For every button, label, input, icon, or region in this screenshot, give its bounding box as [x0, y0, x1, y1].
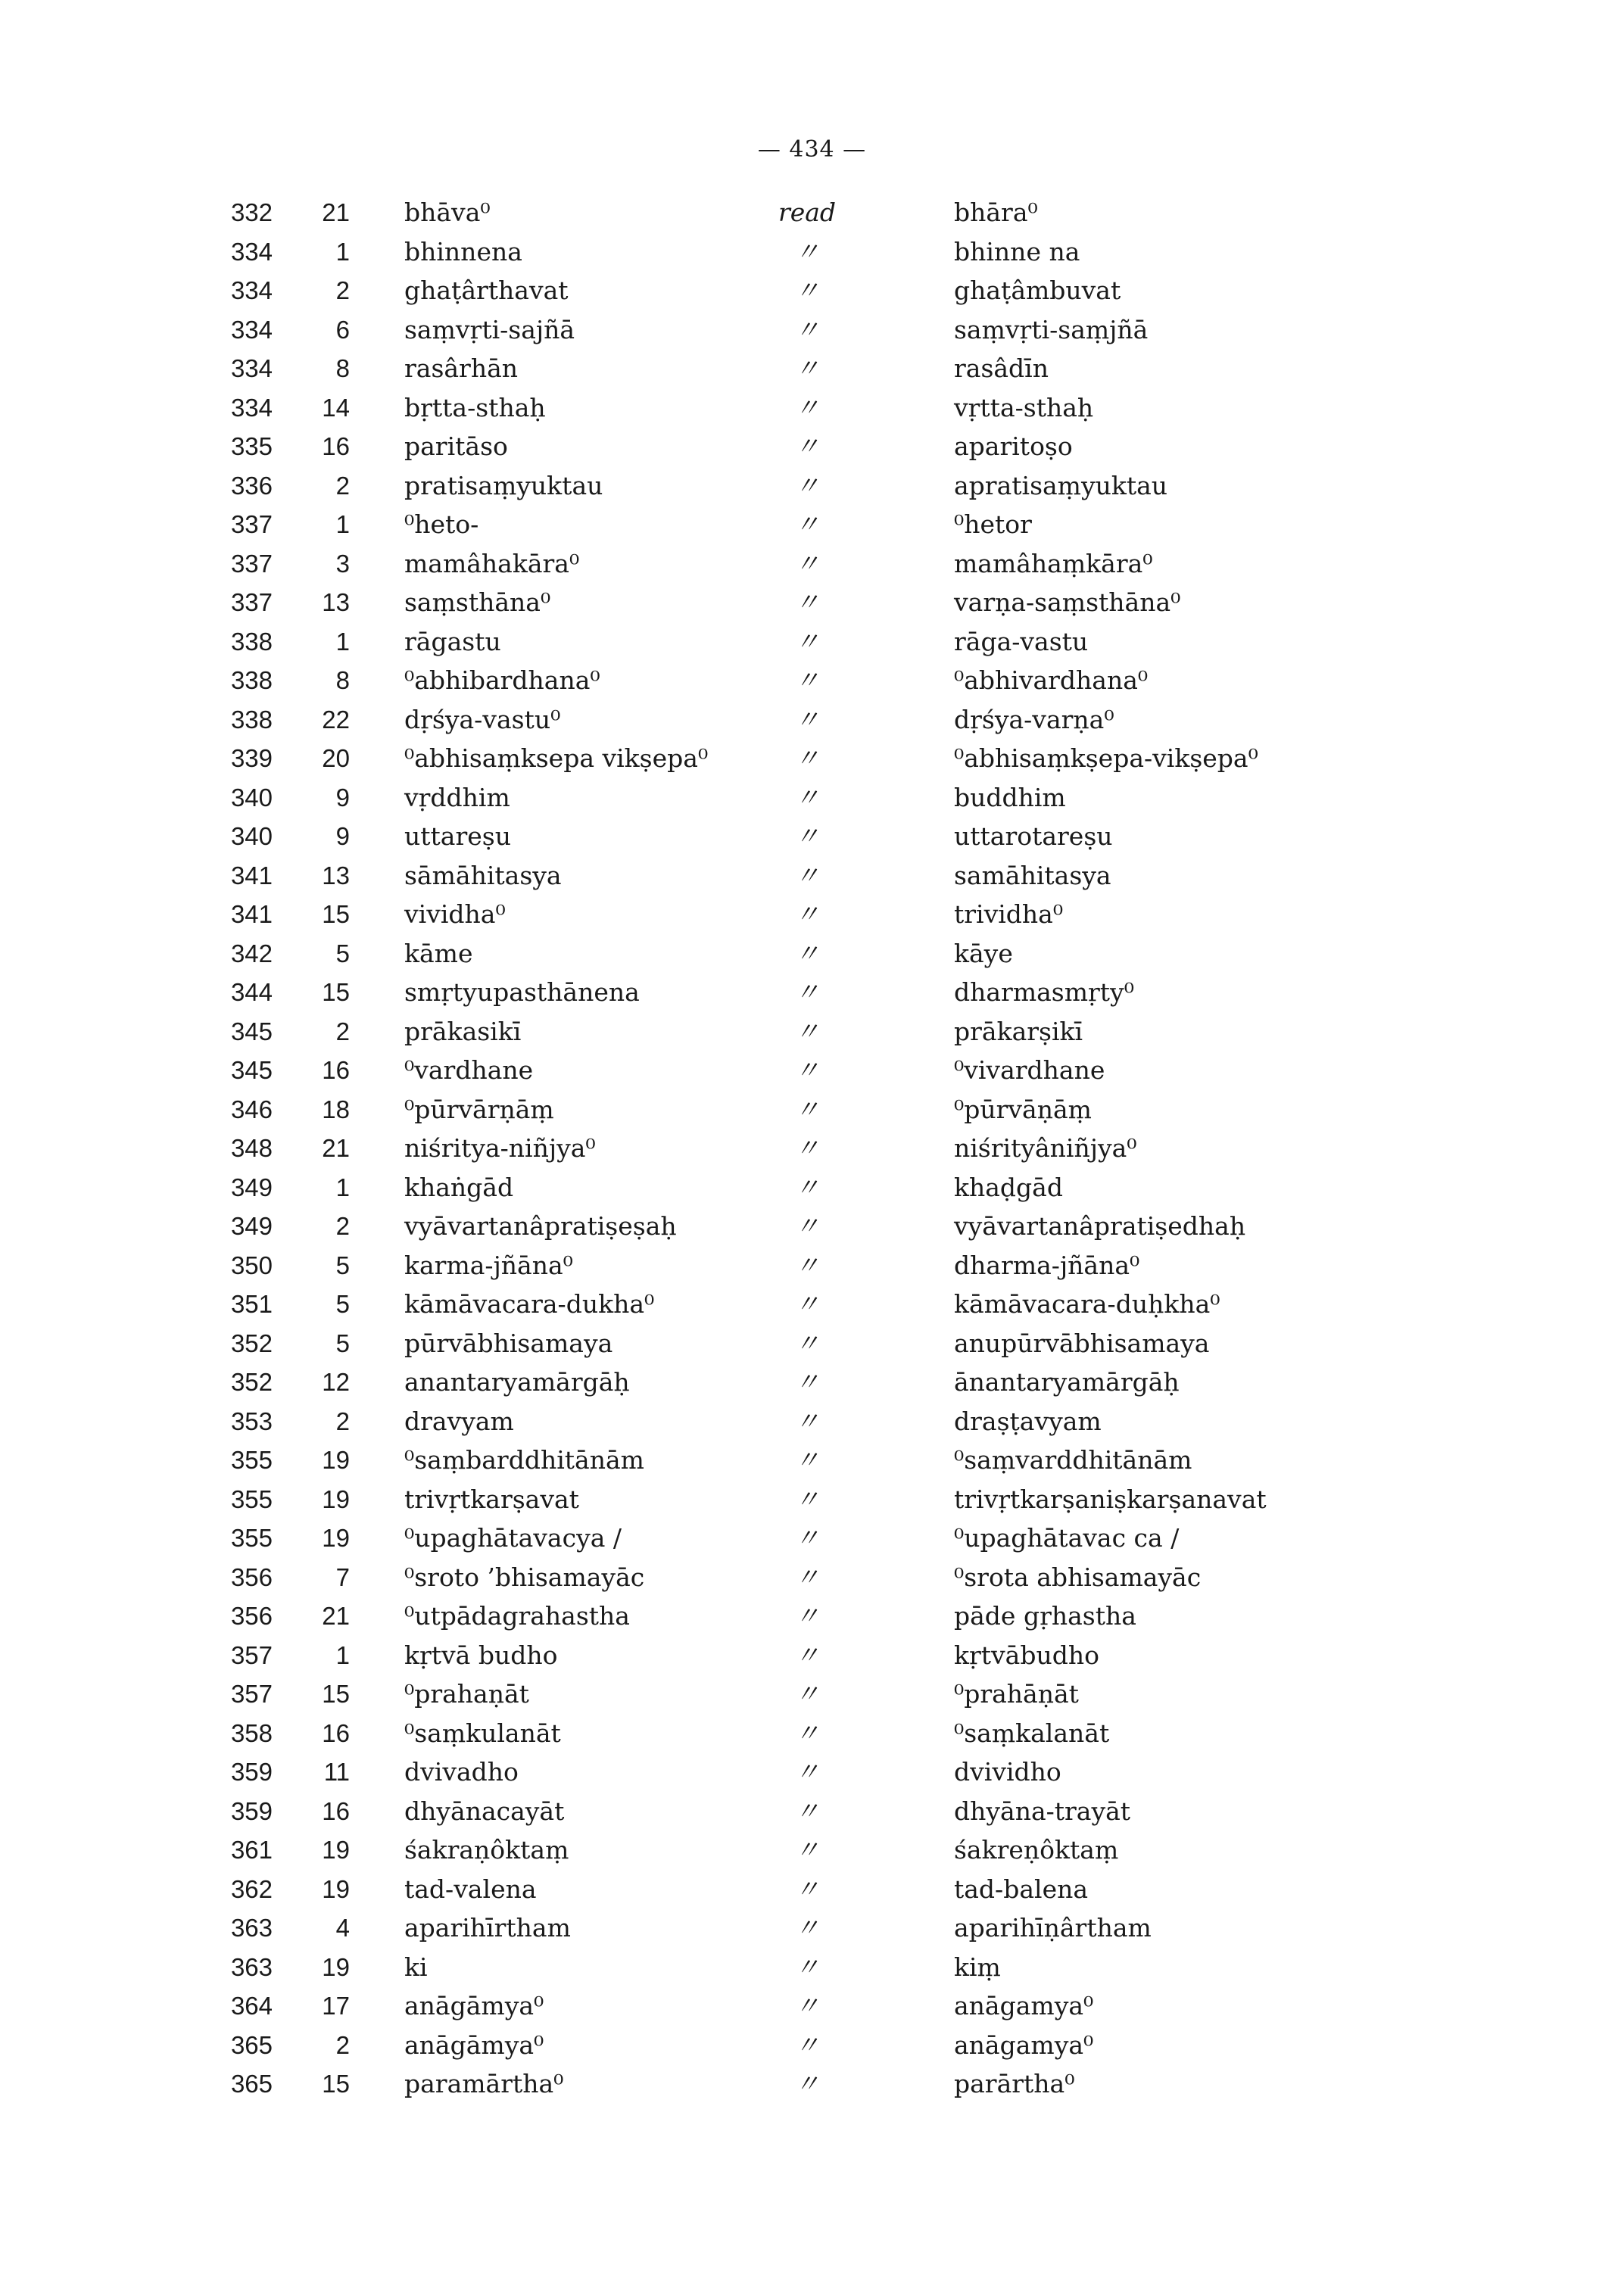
correct-reading: dharmasmṛty⁰	[954, 977, 1134, 1007]
page-ref: 363	[230, 1952, 273, 1981]
correct-reading: dhyāna-trayāt	[954, 1796, 1131, 1826]
page-ref: 342	[230, 939, 273, 967]
incorrect-reading: vṛddhim	[404, 782, 510, 812]
errata-row	[0, 1207, 1624, 1246]
correct-reading: ⁰upaghātavac ca /	[954, 1523, 1180, 1553]
line-ref: 2	[335, 471, 350, 500]
page-ref: 334	[230, 276, 273, 304]
errata-row	[0, 1558, 1624, 1597]
line-ref: 16	[322, 1056, 350, 1084]
errata-row	[0, 1168, 1624, 1207]
ditto-mark: 〃	[794, 1913, 820, 1943]
page-ref: 352	[230, 1368, 273, 1396]
correct-reading: ⁰prahāṇāt	[954, 1679, 1079, 1709]
errata-row	[0, 739, 1624, 778]
page-ref: 338	[230, 627, 273, 656]
correct-reading: niśrityâniñjya⁰	[954, 1133, 1137, 1163]
errata-row	[0, 1363, 1624, 1402]
line-ref: 1	[335, 627, 350, 656]
line-ref: 21	[322, 198, 350, 226]
page-ref: 337	[230, 510, 273, 538]
ditto-mark: 〃	[794, 704, 820, 734]
ditto-mark: 〃	[794, 1562, 820, 1592]
page-ref: 358	[230, 1718, 273, 1747]
line-ref: 5	[335, 1329, 350, 1357]
ditto-mark: 〃	[794, 743, 820, 773]
incorrect-reading: śakraṇôktaṃ	[404, 1835, 569, 1865]
incorrect-reading: sāmāhitasya	[404, 860, 562, 890]
errata-row	[0, 193, 1624, 232]
page-ref: 332	[230, 198, 273, 226]
ditto-mark: 〃	[794, 1445, 820, 1475]
line-ref: 5	[335, 1290, 350, 1318]
correct-reading: kiṃ	[954, 1952, 1001, 1982]
errata-row	[0, 1908, 1624, 1948]
errata-row	[0, 1636, 1624, 1675]
ditto-mark: 〃	[794, 354, 820, 383]
line-ref: 3	[335, 549, 350, 578]
errata-row	[0, 388, 1624, 428]
errata-row	[0, 2064, 1624, 2104]
incorrect-reading: bhāva⁰	[404, 198, 491, 227]
line-ref: 2	[335, 1407, 350, 1435]
page-ref: 344	[230, 978, 273, 1006]
ditto-mark: 〃	[794, 236, 820, 266]
ditto-mark: 〃	[794, 1835, 820, 1865]
incorrect-reading: kāme	[404, 938, 473, 968]
line-ref: 7	[335, 1562, 350, 1591]
line-ref: 1	[335, 1640, 350, 1669]
incorrect-reading: saṃsthāna⁰	[404, 587, 551, 617]
line-ref: 11	[323, 1758, 350, 1786]
incorrect-reading: khaṅgād	[404, 1172, 514, 1202]
page-ref: 365	[230, 2070, 273, 2098]
line-ref: 19	[322, 1446, 350, 1474]
ditto-mark: 〃	[794, 1679, 820, 1709]
correct-reading: anāgamya⁰	[954, 2030, 1094, 2060]
line-ref: 16	[322, 1718, 350, 1747]
incorrect-reading: smṛtyupasthānena	[404, 977, 640, 1007]
correct-reading: ghaṭâmbuvat	[954, 276, 1121, 305]
line-ref: 13	[322, 588, 350, 616]
page-ref: 350	[230, 1251, 273, 1279]
correct-reading: ⁰pūrvāṇāṃ	[954, 1094, 1092, 1124]
line-ref: 15	[322, 978, 350, 1006]
page-ref: 364	[230, 1992, 273, 2020]
errata-row	[0, 1480, 1624, 1519]
correct-reading: draṣṭavyam	[954, 1406, 1102, 1436]
ditto-mark: 〃	[794, 1601, 820, 1631]
line-ref: 5	[335, 1251, 350, 1279]
ditto-mark: 〃	[794, 1523, 820, 1553]
incorrect-reading: ⁰utpādagrahastha	[404, 1601, 630, 1631]
correct-reading: khaḍgād	[954, 1172, 1063, 1202]
incorrect-reading: anāgāmya⁰	[404, 2030, 544, 2060]
correct-reading: uttarotareṣu	[954, 821, 1113, 851]
errata-row	[0, 2026, 1624, 2065]
ditto-mark: 〃	[794, 1055, 820, 1085]
read-label: read	[778, 198, 837, 227]
line-ref: 8	[335, 666, 350, 694]
line-ref: 22	[322, 705, 350, 734]
errata-row	[0, 1870, 1624, 1909]
incorrect-reading: ki	[404, 1952, 428, 1982]
line-ref: 15	[322, 2070, 350, 2098]
ditto-mark: 〃	[794, 548, 820, 578]
line-ref: 17	[322, 1992, 350, 2020]
page-ref: 356	[230, 1562, 273, 1591]
errata-row	[0, 1830, 1624, 1870]
ditto-mark: 〃	[794, 938, 820, 968]
errata-row	[0, 1519, 1624, 1558]
incorrect-reading: niśritya-niñjya⁰	[404, 1133, 596, 1163]
ditto-mark: 〃	[794, 626, 820, 656]
page-ref: 365	[230, 2030, 273, 2059]
page-ref: 357	[230, 1680, 273, 1708]
line-ref: 13	[322, 861, 350, 889]
line-ref: 19	[322, 1836, 350, 1864]
correct-reading: ⁰abhisaṃkṣepa-vikṣepa⁰	[954, 743, 1258, 773]
incorrect-reading: trivṛtkarṣavat	[404, 1484, 579, 1514]
incorrect-reading: ⁰saṃbarddhitānām	[404, 1445, 644, 1475]
incorrect-reading: prākasikī	[404, 1016, 522, 1046]
correct-reading: kāmāvacara-duḥkha⁰	[954, 1289, 1220, 1319]
errata-row	[0, 622, 1624, 662]
ditto-mark: 〃	[794, 470, 820, 500]
ditto-mark: 〃	[794, 431, 820, 461]
line-ref: 2	[335, 2030, 350, 2059]
errata-row	[0, 817, 1624, 856]
correct-reading: anupūrvābhisamaya	[954, 1328, 1210, 1358]
ditto-mark: 〃	[794, 1952, 820, 1982]
ditto-mark: 〃	[794, 1406, 820, 1436]
page-ref: 334	[230, 393, 273, 422]
correct-reading: ⁰srota abhisamayāc	[954, 1562, 1202, 1592]
incorrect-reading: rāgastu	[404, 626, 501, 656]
line-ref: 1	[335, 237, 350, 266]
ditto-mark: 〃	[794, 1757, 820, 1787]
correct-reading: ānantaryamārgāḥ	[954, 1367, 1180, 1397]
line-ref: 20	[322, 744, 350, 772]
ditto-mark: 〃	[794, 1484, 820, 1514]
page-number: — 434 —	[757, 136, 867, 163]
incorrect-reading: uttareṣu	[404, 821, 511, 851]
incorrect-reading: bṛtta-sthaḥ	[404, 392, 546, 422]
errata-row	[0, 856, 1624, 896]
incorrect-reading: paritāso	[404, 431, 508, 461]
incorrect-reading: anantaryamārgāḥ	[404, 1367, 630, 1397]
incorrect-reading: ⁰abhibardhana⁰	[404, 665, 600, 695]
errata-row	[0, 1792, 1624, 1831]
ditto-mark: 〃	[794, 392, 820, 422]
errata-row	[0, 1090, 1624, 1129]
line-ref: 4	[335, 1914, 350, 1942]
line-ref: 15	[322, 1680, 350, 1708]
incorrect-reading: pratisaṃyuktau	[404, 470, 603, 500]
correct-reading: aparihīṇârtham	[954, 1913, 1152, 1943]
page-ref: 337	[230, 549, 273, 578]
errata-row	[0, 271, 1624, 310]
errata-row	[0, 895, 1624, 934]
ditto-mark: 〃	[794, 1718, 820, 1748]
line-ref: 14	[322, 393, 350, 422]
correct-reading: bhinne na	[954, 236, 1080, 266]
ditto-mark: 〃	[794, 1367, 820, 1397]
errata-row	[0, 1012, 1624, 1051]
incorrect-reading: karma-jñāna⁰	[404, 1250, 573, 1280]
correct-reading: parārtha⁰	[954, 2069, 1075, 2098]
correct-reading: samāhitasya	[954, 860, 1111, 890]
page-ref: 355	[230, 1446, 273, 1474]
correct-reading: pāde gṛhastha	[954, 1601, 1136, 1631]
errata-row	[0, 1402, 1624, 1441]
correct-reading: trividha⁰	[954, 899, 1064, 929]
correct-reading: apratisaṃyuktau	[954, 470, 1168, 500]
correct-reading: dṛśya-varṇa⁰	[954, 704, 1114, 734]
ditto-mark: 〃	[794, 2069, 820, 2098]
line-ref: 12	[322, 1368, 350, 1396]
page-ref: 336	[230, 471, 273, 500]
ditto-mark: 〃	[794, 1328, 820, 1358]
incorrect-reading: ⁰saṃkulanāt	[404, 1718, 561, 1748]
correct-reading: buddhim	[954, 782, 1066, 812]
errata-row	[0, 661, 1624, 700]
incorrect-reading: ⁰prahaṇāt	[404, 1679, 529, 1709]
ditto-mark: 〃	[794, 509, 820, 539]
errata-row	[0, 583, 1624, 622]
errata-row	[0, 544, 1624, 584]
page-ref: 359	[230, 1758, 273, 1786]
ditto-mark: 〃	[794, 1289, 820, 1319]
page-ref: 353	[230, 1407, 273, 1435]
incorrect-reading: vividha⁰	[404, 899, 506, 929]
errata-row	[0, 505, 1624, 544]
ditto-mark: 〃	[794, 1250, 820, 1280]
page-ref: 361	[230, 1836, 273, 1864]
correct-reading: mamâhaṃkāra⁰	[954, 548, 1153, 578]
errata-row	[0, 310, 1624, 350]
errata-row	[0, 427, 1624, 466]
ditto-mark: 〃	[794, 1874, 820, 1904]
correct-reading: ⁰saṃkalanāt	[954, 1718, 1110, 1748]
correct-reading: śakreṇôktaṃ	[954, 1835, 1119, 1865]
correct-reading: rāga-vastu	[954, 626, 1089, 656]
incorrect-reading: rasârhān	[404, 354, 519, 383]
errata-row	[0, 1129, 1624, 1168]
ditto-mark: 〃	[794, 899, 820, 929]
page-ref: 355	[230, 1524, 273, 1552]
incorrect-reading: dhyānacayāt	[404, 1796, 565, 1826]
incorrect-reading: aparihīrtham	[404, 1913, 571, 1943]
errata-row	[0, 1597, 1624, 1636]
page-ref: 348	[230, 1134, 273, 1162]
incorrect-reading: kāmāvacara-dukha⁰	[404, 1289, 655, 1319]
line-ref: 15	[322, 900, 350, 928]
line-ref: 8	[335, 354, 350, 382]
line-ref: 2	[335, 1017, 350, 1045]
ditto-mark: 〃	[794, 1796, 820, 1826]
ditto-mark: 〃	[794, 1172, 820, 1202]
ditto-mark: 〃	[794, 276, 820, 305]
errata-row	[0, 934, 1624, 974]
errata-row	[0, 349, 1624, 388]
incorrect-reading: ghaṭârthavat	[404, 276, 569, 305]
line-ref: 18	[322, 1095, 350, 1123]
incorrect-reading: ⁰upaghātavacya /	[404, 1523, 622, 1553]
incorrect-reading: pūrvābhisamaya	[404, 1328, 613, 1358]
line-ref: 19	[322, 1874, 350, 1903]
correct-reading: prākarṣikī	[954, 1016, 1083, 1046]
page-ref: 339	[230, 744, 273, 772]
ditto-mark: 〃	[794, 782, 820, 812]
correct-reading: bhāra⁰	[954, 198, 1038, 227]
correct-reading: tad-balena	[954, 1874, 1089, 1904]
incorrect-reading: bhinnena	[404, 236, 522, 266]
ditto-mark: 〃	[794, 2030, 820, 2060]
incorrect-reading: kṛtvā budho	[404, 1640, 558, 1670]
correct-reading: ⁰abhivardhana⁰	[954, 665, 1149, 695]
errata-row	[0, 466, 1624, 506]
line-ref: 1	[335, 1173, 350, 1201]
line-ref: 9	[335, 822, 350, 850]
ditto-mark: 〃	[794, 1211, 820, 1241]
page-ref: 357	[230, 1640, 273, 1669]
ditto-mark: 〃	[794, 1133, 820, 1163]
errata-row	[0, 778, 1624, 818]
incorrect-reading: ⁰heto-	[404, 509, 479, 539]
errata-row	[0, 1441, 1624, 1480]
correct-reading: rasâdīn	[954, 354, 1049, 383]
page-ref: 340	[230, 822, 273, 850]
errata-row	[0, 973, 1624, 1012]
errata-row	[0, 232, 1624, 272]
ditto-mark: 〃	[794, 314, 820, 344]
page-ref: 341	[230, 861, 273, 889]
page-ref: 345	[230, 1017, 273, 1045]
correct-reading: trivṛtkarṣaniṣkarṣanavat	[954, 1484, 1267, 1514]
errata-row	[0, 1051, 1624, 1090]
errata-row	[0, 1986, 1624, 2026]
page-ref: 340	[230, 783, 273, 812]
correct-reading: dharma-jñāna⁰	[954, 1250, 1140, 1280]
incorrect-reading: ⁰sroto ’bhisamayāc	[404, 1562, 645, 1592]
correct-reading: ⁰hetor	[954, 509, 1032, 539]
correct-reading: saṃvṛti-saṃjñā	[954, 314, 1149, 344]
errata-row	[0, 1675, 1624, 1714]
line-ref: 19	[322, 1524, 350, 1552]
correct-reading: ⁰vivardhane	[954, 1055, 1105, 1085]
errata-row	[0, 1324, 1624, 1363]
incorrect-reading: ⁰pūrvārṇāṃ	[404, 1094, 554, 1124]
incorrect-reading: dravyam	[404, 1406, 514, 1436]
correct-reading: anāgamya⁰	[954, 1991, 1094, 2020]
line-ref: 16	[322, 432, 350, 460]
errata-row	[0, 1948, 1624, 1987]
line-ref: 5	[335, 939, 350, 967]
page-ref: 341	[230, 900, 273, 928]
incorrect-reading: mamâhakāra⁰	[404, 548, 580, 578]
line-ref: 21	[322, 1602, 350, 1630]
correct-reading: ⁰saṃvarddhitānām	[954, 1445, 1192, 1475]
correct-reading: aparitoṣo	[954, 431, 1073, 461]
correct-reading: vyāvartanâpratiṣedhaḥ	[954, 1211, 1246, 1241]
ditto-mark: 〃	[794, 665, 820, 695]
page-ref: 335	[230, 432, 273, 460]
line-ref: 9	[335, 783, 350, 812]
page-ref: 334	[230, 237, 273, 266]
correct-reading: varṇa-saṃsthāna⁰	[954, 587, 1181, 617]
line-ref: 21	[322, 1134, 350, 1162]
incorrect-reading: ⁰vardhane	[404, 1055, 534, 1085]
ditto-mark: 〃	[794, 1016, 820, 1046]
line-ref: 19	[322, 1952, 350, 1981]
correct-reading: dvividho	[954, 1757, 1061, 1787]
page-ref: 338	[230, 705, 273, 734]
page-ref: 351	[230, 1290, 273, 1318]
page-ref: 352	[230, 1329, 273, 1357]
ditto-mark: 〃	[794, 587, 820, 617]
line-ref: 1	[335, 510, 350, 538]
ditto-mark: 〃	[794, 1094, 820, 1124]
page-ref: 334	[230, 354, 273, 382]
errata-row	[0, 1285, 1624, 1324]
incorrect-reading: ⁰abhisaṃksepa vikṣepa⁰	[404, 743, 709, 773]
incorrect-reading: dvivadho	[404, 1757, 519, 1787]
line-ref: 19	[322, 1485, 350, 1513]
page-ref: 355	[230, 1485, 273, 1513]
page-ref: 359	[230, 1796, 273, 1825]
correct-reading: kṛtvābudho	[954, 1640, 1099, 1670]
page-ref: 338	[230, 666, 273, 694]
page-ref: 356	[230, 1602, 273, 1630]
correct-reading: vṛtta-sthaḥ	[954, 392, 1094, 422]
line-ref: 16	[322, 1796, 350, 1825]
incorrect-reading: anāgāmya⁰	[404, 1991, 544, 2020]
page-ref: 346	[230, 1095, 273, 1123]
line-ref: 2	[335, 276, 350, 304]
incorrect-reading: paramārtha⁰	[404, 2069, 564, 2098]
errata-row	[0, 700, 1624, 740]
incorrect-reading: tad-valena	[404, 1874, 537, 1904]
page-ref: 345	[230, 1056, 273, 1084]
line-ref: 2	[335, 1212, 350, 1240]
ditto-mark: 〃	[794, 977, 820, 1007]
ditto-mark: 〃	[794, 860, 820, 890]
errata-row	[0, 1714, 1624, 1753]
errata-table	[0, 193, 1624, 2104]
incorrect-reading: saṃvṛti-sajñā	[404, 314, 575, 344]
incorrect-reading: dṛśya-vastu⁰	[404, 704, 561, 734]
ditto-mark: 〃	[794, 1640, 820, 1670]
correct-reading: kāye	[954, 938, 1013, 968]
line-ref: 6	[335, 315, 350, 344]
page-ref: 349	[230, 1212, 273, 1240]
page-ref: 363	[230, 1914, 273, 1942]
page-ref: 362	[230, 1874, 273, 1903]
ditto-mark: 〃	[794, 1991, 820, 2020]
page-ref: 334	[230, 315, 273, 344]
page-ref: 349	[230, 1173, 273, 1201]
errata-row	[0, 1752, 1624, 1792]
errata-row	[0, 1246, 1624, 1285]
ditto-mark: 〃	[794, 821, 820, 851]
page-ref: 337	[230, 588, 273, 616]
incorrect-reading: vyāvartanâpratiṣeṣaḥ	[404, 1211, 677, 1241]
